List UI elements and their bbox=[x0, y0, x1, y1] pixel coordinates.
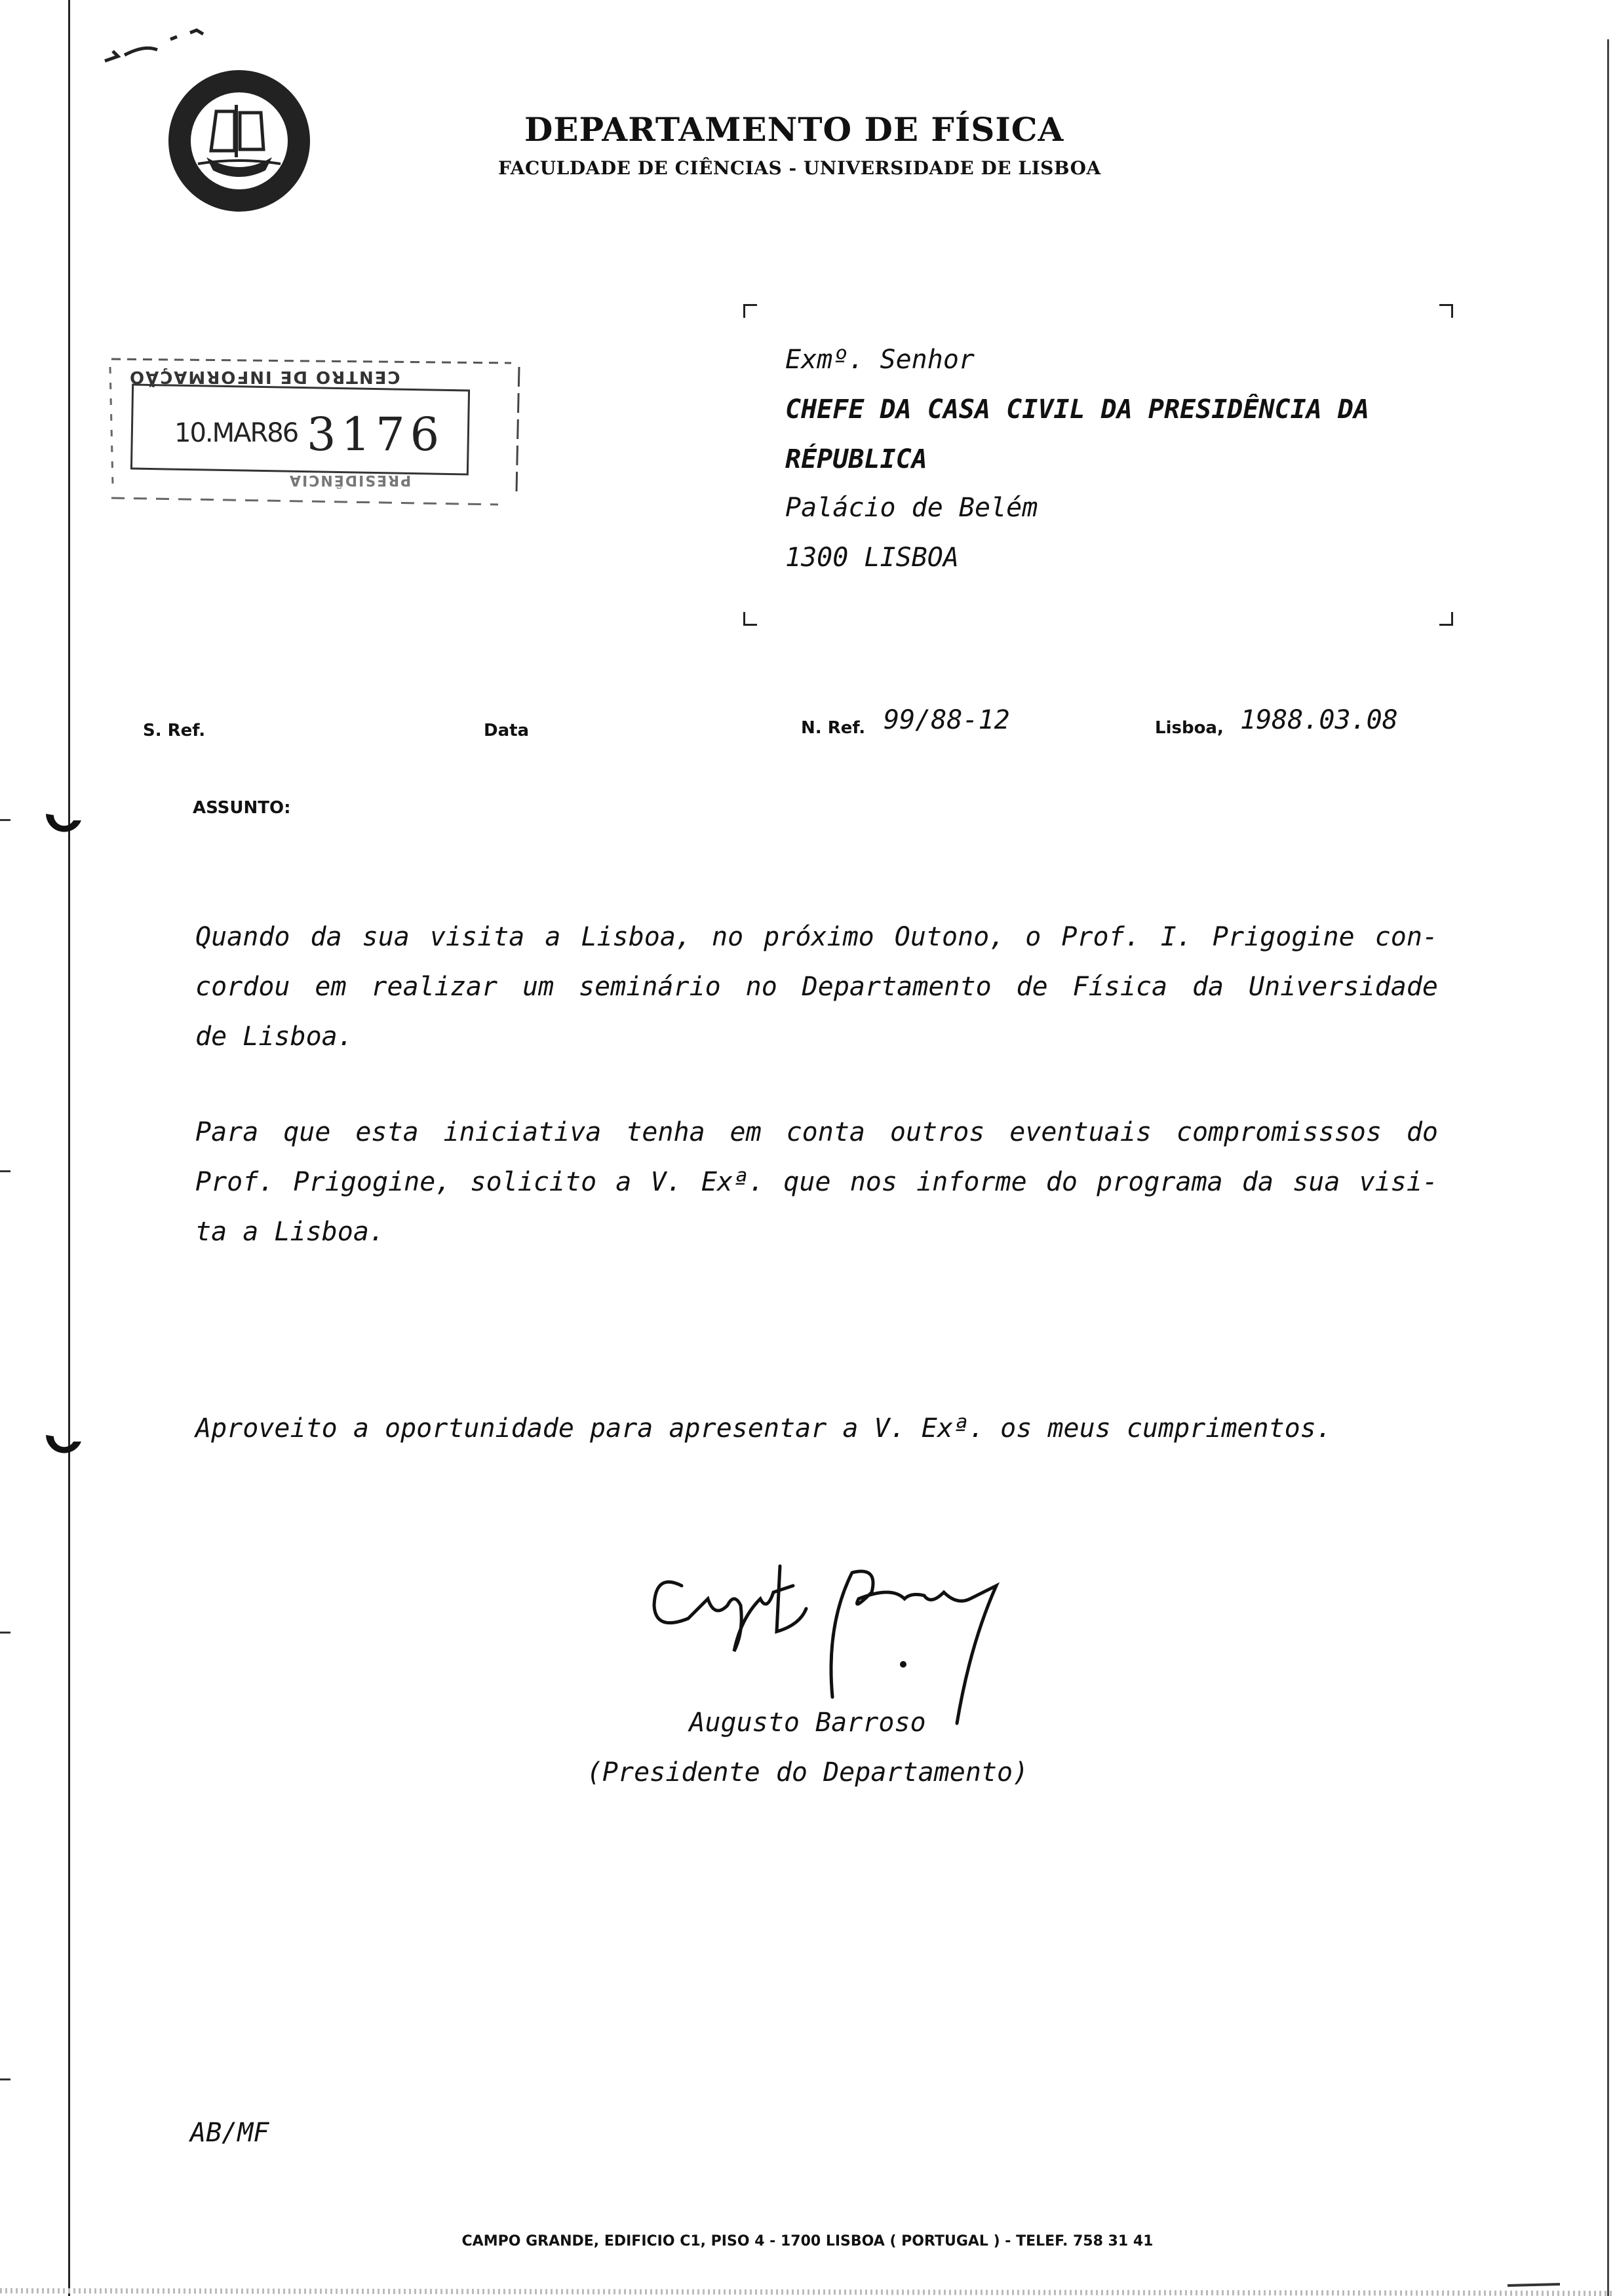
recipient-title-line1: CHEFE DA CASA CIVIL DA PRESIDÊNCIA DA bbox=[785, 394, 1370, 425]
paragraph-line: cordou em realizar um seminário no Departamento de Física da Universidade bbox=[195, 972, 1438, 1002]
address-corner-mark bbox=[1439, 612, 1453, 626]
address-corner-mark bbox=[743, 612, 757, 626]
subject-label: ASSUNTO: bbox=[193, 798, 291, 818]
punch-hole-icon bbox=[41, 1422, 87, 1468]
pen-mark-icon bbox=[98, 25, 210, 71]
paragraph-line: de Lisboa. bbox=[195, 1022, 353, 1052]
signatory-name: Augusto Barroso bbox=[689, 1708, 926, 1738]
typist-initials: AB/MF bbox=[190, 2118, 269, 2148]
stamp-heading: CENTRO DE INFORMAÇÃO bbox=[128, 367, 400, 387]
recipient-address-line1: Palácio de Belém bbox=[785, 493, 1038, 523]
body-paragraph-1 bbox=[195, 912, 1438, 1062]
stamp-date: 10.MAR86 bbox=[174, 418, 298, 448]
n-ref-value: 99/88-12 bbox=[884, 705, 1010, 735]
n-ref-label: N. Ref. bbox=[801, 718, 866, 738]
punch-hole-icon bbox=[41, 801, 87, 847]
paragraph-line: Para que esta iniciativa tenha em conta outros eventuais compromisssos do bbox=[195, 1117, 1438, 1147]
institution-subtitle: FACULDADE DE CIÊNCIAS - UNIVERSIDADE DE LISBOA bbox=[498, 157, 1101, 179]
letter-date: 1988.03.08 bbox=[1240, 705, 1398, 735]
data-label: Data bbox=[484, 721, 530, 740]
page-right-edge bbox=[1607, 39, 1609, 2296]
stamp-number: 3176 bbox=[307, 408, 445, 461]
paragraph-line: Aproveito a oportunidade para apresentar a V. Exª. os meus cumprimentos. bbox=[195, 1413, 1332, 1444]
department-title: DEPARTAMENTO DE FÍSICA bbox=[524, 110, 1064, 149]
footer-address: CAMPO GRANDE, EDIFICIO C1, PISO 4 - 1700 LISBOA ( PORTUGAL ) - TELEF. 758 31 41 bbox=[461, 2233, 1154, 2249]
recipient-salutation: Exmº. Senhor bbox=[785, 345, 975, 375]
scan-noise bbox=[0, 2279, 1615, 2296]
address-corner-mark bbox=[1439, 304, 1453, 318]
paragraph-line: Quando da sua visita a Lisboa, no próximo Outono, o Prof. I. Prigogine con- bbox=[195, 922, 1438, 952]
paragraph-line: ta a Lisboa. bbox=[195, 1217, 385, 1247]
handwritten-signature bbox=[642, 1546, 1022, 1730]
binding-margin-line bbox=[68, 0, 70, 2296]
university-seal-icon bbox=[151, 66, 328, 216]
s-ref-label: S. Ref. bbox=[143, 721, 206, 740]
place-label: Lisboa, bbox=[1155, 718, 1224, 738]
closing-paragraph bbox=[195, 1404, 1438, 1453]
stamp-footer: PRESIDÊNCIA bbox=[288, 472, 412, 488]
paragraph-line: Prof. Prigogine, solicito a V. Exª. que nos informe do programa da sua visi- bbox=[195, 1167, 1438, 1197]
address-corner-mark bbox=[743, 304, 757, 318]
margin-tick bbox=[0, 1632, 10, 1634]
recipient-address-line2: 1300 LISBOA bbox=[785, 543, 959, 573]
signatory-role: (Presidente do Departamento) bbox=[586, 1757, 1029, 1788]
margin-tick bbox=[0, 2078, 10, 2080]
margin-tick bbox=[0, 1170, 10, 1172]
body-paragraph-2 bbox=[195, 1107, 1438, 1257]
margin-tick bbox=[0, 819, 10, 821]
recipient-title-line2: RÉPUBLICA bbox=[785, 444, 927, 474]
